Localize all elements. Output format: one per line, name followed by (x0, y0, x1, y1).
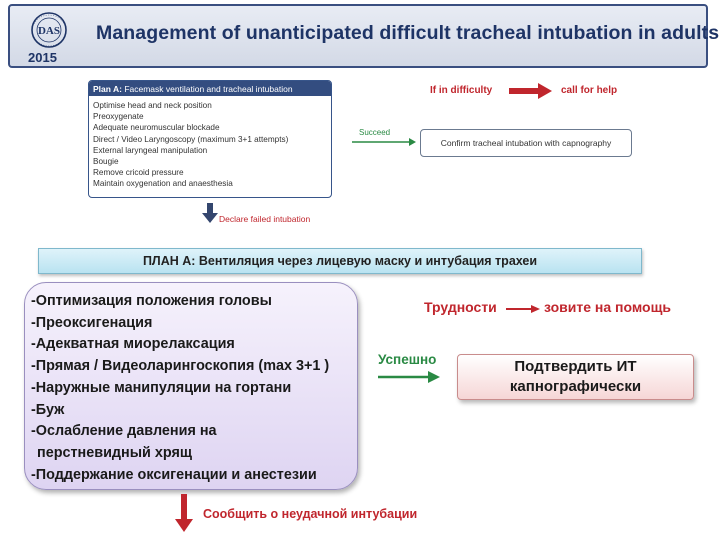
step-item: -Адекватная миорелаксация (31, 336, 235, 353)
plan-a-original-title: Plan A: Facemask ventilation and tracheal intubation (89, 81, 331, 96)
original-declare-failed: Declare failed intubation (219, 214, 311, 224)
original-step: Adequate neuromuscular blockade (93, 123, 220, 133)
plan-a-original-steps (89, 96, 331, 190)
das-logo-icon (24, 10, 74, 50)
step-item: -Преоксигенация (31, 314, 153, 331)
original-difficulty-arrow-icon (509, 83, 552, 99)
logo-year: 2015 (28, 50, 57, 65)
original-down-arrow-icon (202, 203, 218, 223)
original-call-for-help: call for help (561, 85, 618, 96)
original-confirm-box: Confirm tracheal intubation with capnography (420, 129, 632, 157)
confirm-line-2: капнографически (509, 378, 642, 395)
original-step: Maintain oxygenation and anaesthesia (93, 179, 233, 189)
header-banner (8, 4, 720, 68)
call-help-label: зовите на помощь (544, 299, 672, 315)
original-succeed-label: Succeed (359, 128, 391, 137)
original-step: Optimise head and neck position (93, 101, 212, 110)
plan-a-original-box (88, 80, 332, 198)
difficulty-arrow-icon (506, 305, 540, 313)
declare-failed-label: Сообщить о неудачной интубации (203, 507, 418, 521)
down-arrow-icon (175, 494, 193, 532)
original-succeed-arrow-icon (352, 138, 416, 146)
plan-a-banner: ПЛАН А: Вентиляция через лицевую маску и интубация трахеи (38, 248, 642, 274)
original-step: Preoxygenate (93, 112, 144, 122)
success-arrow-icon (378, 371, 440, 383)
original-step: Bougie (93, 157, 119, 167)
step-item: -Оптимизация положения головы (31, 293, 272, 309)
success-label: Успешно (378, 352, 437, 367)
difficulty-label: Трудности (424, 299, 497, 315)
step-item: -Наружные манипуляции на гортани (31, 379, 292, 396)
svg-text:DAS: DAS (37, 25, 61, 37)
original-step: Remove cricoid pressure (93, 168, 184, 178)
confirm-capnography-box (457, 354, 694, 400)
confirm-line-1: Подтвердить ИТ (514, 358, 637, 375)
original-step: Direct / Video Laryngoscopy (maximum 3+1 attempts) (93, 134, 289, 144)
original-step: External laryngeal manipulation (93, 145, 208, 155)
step-item: -Прямая / Видеоларингоскопия (max 3+1 ) (31, 358, 330, 375)
step-item: перстневидный хрящ (37, 444, 193, 461)
step-item: -Поддержание оксигенации и анестезии (31, 466, 317, 483)
page-title: Management of unanticipated difficult tracheal intubation in adults (96, 22, 720, 44)
plan-a-steps-box (24, 282, 358, 490)
step-item: -Ослабление давления на (31, 423, 217, 440)
original-if-in-difficulty: If in difficulty (430, 85, 493, 96)
plan-a-steps-list (25, 283, 357, 486)
step-item: -Буж (31, 401, 65, 418)
